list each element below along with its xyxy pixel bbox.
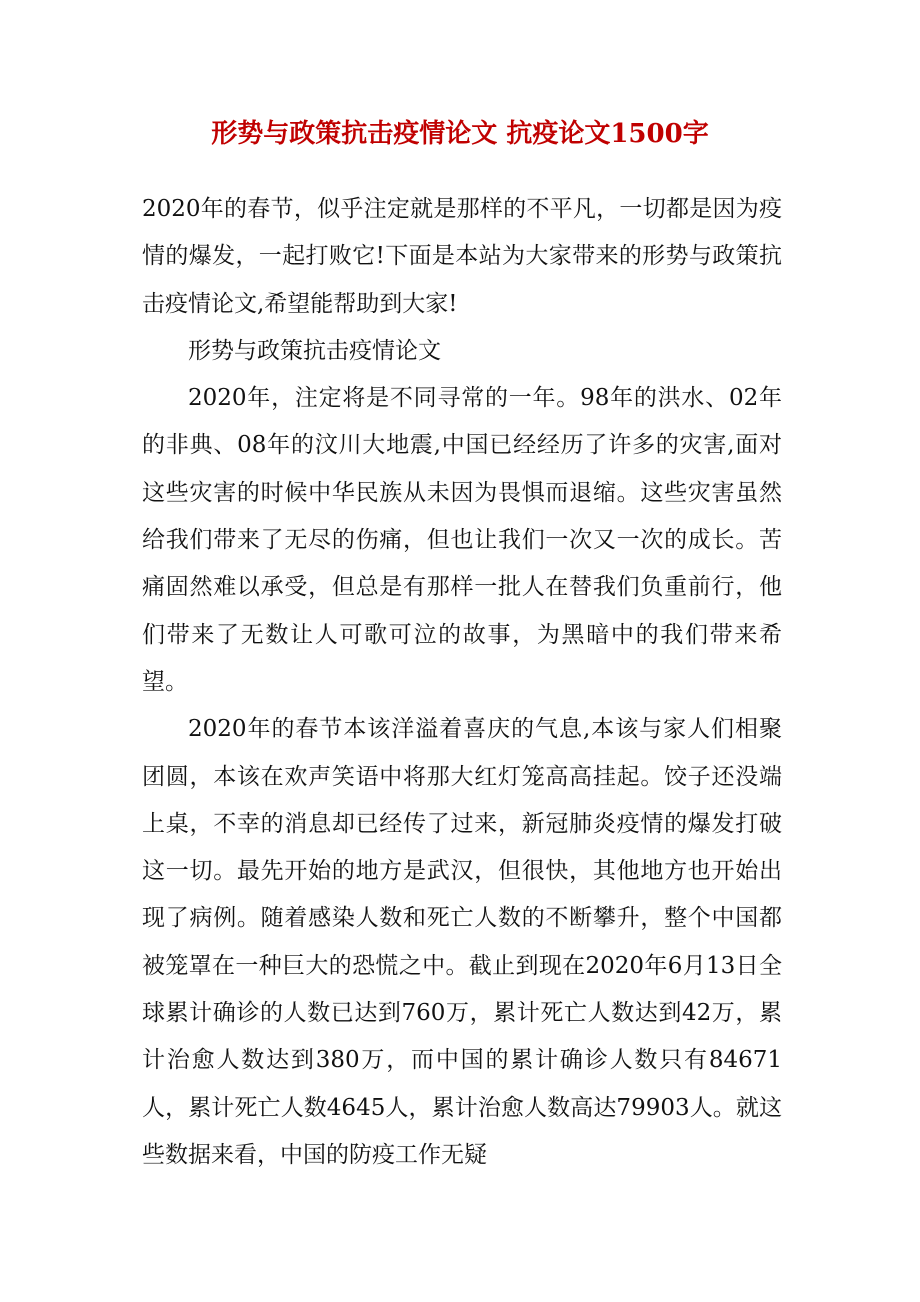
body-paragraph: 2020年，注定将是不同寻常的一年。98年的洪水、02年的非典、08年的汶川大地震,中国已经经历了许多的灾害,面对这些灾害的时候中华民族从未因为畏惧而退缩。这些灾害虽然给我们带来了无尽的伤痛，但也让我们一次又一次的成长。苦痛固然难以承受，但总是有那样一批人在替我们负重前行，他们带来了无数让人可歌可泣的故事，为黑暗中的我们带来希望。 bbox=[142, 385, 782, 695]
body-paragraph: 2020年的春节本该洋溢着喜庆的气息,本该与家人们相聚团圆，本该在欢声笑语中将那大红灯笼高高挂起。饺子还没端上桌，不幸的消息却已经传了过来，新冠肺炎疫情的爆发打破这一切。最先开始的地方是武汉，但很快，其他地方也开始出现了病例。随着感染人数和死亡人数的不断攀升，整个中国都被笼罩在一种巨大的恐慌之中。截止到现在2020年6月13日全球累计确诊的人数已达到760万，累计死亡人数达到42万，累计治愈人数达到380万，而中国的累计确诊人数只有84671人，累计死亡人数4645人，累计治愈人数高达79903人。就这些数据来看，中国的防疫工作无疑 bbox=[142, 716, 782, 1168]
section-heading: 形势与政策抗击疫情论文 bbox=[188, 337, 441, 364]
intro-paragraph: 2020年的春节，似乎注定就是那样的不平凡，一切都是因为疫情的爆发，一起打败它!下面是本站为大家带来的形势与政策抗击疫情论文,希望能帮助到大家! bbox=[142, 196, 782, 317]
document-body bbox=[142, 186, 782, 1179]
document-title: 形势与政策抗击疫情论文 抗疫论文1500字 bbox=[211, 119, 709, 149]
